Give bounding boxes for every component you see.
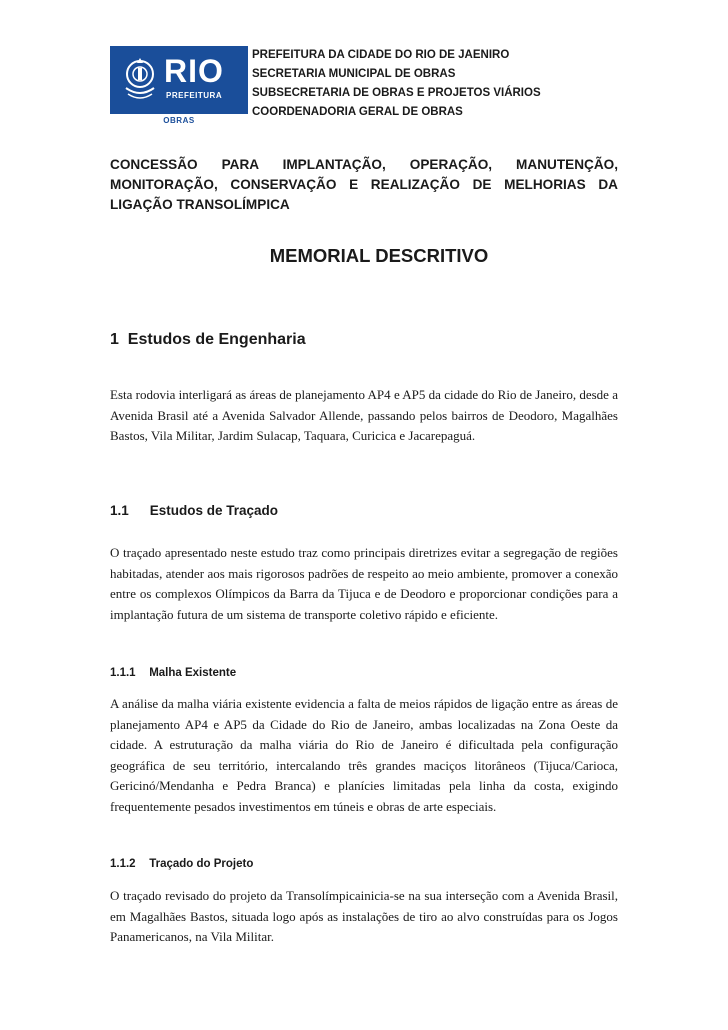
- section-1-1-2-paragraph: O traçado revisado do projeto da Transolímpicainicia-se na sua interseção com a Avenida Brasil, em Magalhães Bastos, situada logo após as instalações de tiro ao alvo construídas para os Jogos Panamericanos, na Vila Militar.: [110, 888, 618, 944]
- logo-obras-text: OBRAS: [163, 116, 195, 125]
- section-number: 1.1.1: [110, 667, 136, 679]
- city-crest-icon: [120, 54, 160, 106]
- section-1-1-paragraph: O traçado apresentado neste estudo traz como principais diretrizes evitar a segregação de regiões habitadas, atender aos mais rigorosos padrões de respeito ao meio ambiente, promover a conexão entre os complexos Olímpicos da Barra da Tijuca e de Deodoro e proporcionar condições para a implantação futura de um sistema de transporte coletivo rápido e eficiente.: [110, 545, 618, 622]
- section-number: 1.1: [110, 503, 129, 518]
- institution-header: [252, 46, 541, 122]
- section-1-1-1-paragraph: A análise da malha viária existente evidencia a falta de meios rápidos de ligação entre as áreas de planejamento AP4 e AP5 da Cidade do Rio de Janeiro, ambas localizadas na Zona Oeste da cidade. A estruturação da malha viária do Rio de Janeiro é dificultada pela configuração geográfica de seu território, intercalando três grandes maciços litorâneos (Tijuca/Carioca, Gericinó/Mendanha e Pedra Branca) e planícies limitadas pela linha da costa, exigindo frequentemente pesados investimentos em túneis e obras de arte especiais.: [110, 696, 618, 814]
- header-line-subsecretaria: SUBSECRETARIA DE OBRAS E PROJETOS VIÁRIOS: [252, 87, 541, 99]
- section-title: Traçado do Projeto: [149, 858, 254, 870]
- concession-title: CONCESSÃO PARA IMPLANTAÇÃO, OPERAÇÃO, MANUTENÇÃO, MONITORAÇÃO, CONSERVAÇÃO E REALIZAÇÃO DE MELHORIAS DA LIGAÇÃO TRANSOLÍMPICA: [110, 157, 618, 212]
- section-title: Malha Existente: [149, 667, 237, 679]
- logo-prefeitura-text: PREFEITURA: [166, 91, 223, 100]
- section-1-1-heading: [110, 503, 278, 518]
- header-line-city: PREFEITURA DA CIDADE DO RIO DE JAENIRO: [252, 49, 510, 61]
- section-number: 1: [110, 331, 119, 348]
- section-1-1-2-heading: [110, 858, 253, 870]
- section-title: Estudos de Traçado: [149, 503, 279, 518]
- document-title: MEMORIAL DESCRITIVO: [269, 245, 489, 266]
- section-number: 1.1.2: [110, 858, 136, 870]
- logo-rio-text: RIO: [164, 53, 224, 89]
- section-1-1-1-heading: [110, 667, 236, 679]
- header-line-secretaria: SECRETARIA MUNICIPAL DE OBRAS: [252, 68, 456, 80]
- prefeitura-obras-logo: [110, 46, 248, 128]
- header-line-coordenadoria: COORDENADORIA GERAL DE OBRAS: [252, 106, 463, 118]
- section-1-paragraph: Esta rodovia interligará as áreas de planejamento AP4 e AP5 da cidade do Rio de Janeiro, desde a Avenida Brasil até a Avenida Salvador Allende, passando pelos bairros de Deodoro, Magalhães Bastos, Vila Militar, Jardim Sulacap, Taquara, Curicica e Jacarepaguá.: [110, 387, 618, 443]
- section-1-heading: [110, 331, 306, 349]
- section-title: Estudos de Engenharia: [127, 331, 306, 348]
